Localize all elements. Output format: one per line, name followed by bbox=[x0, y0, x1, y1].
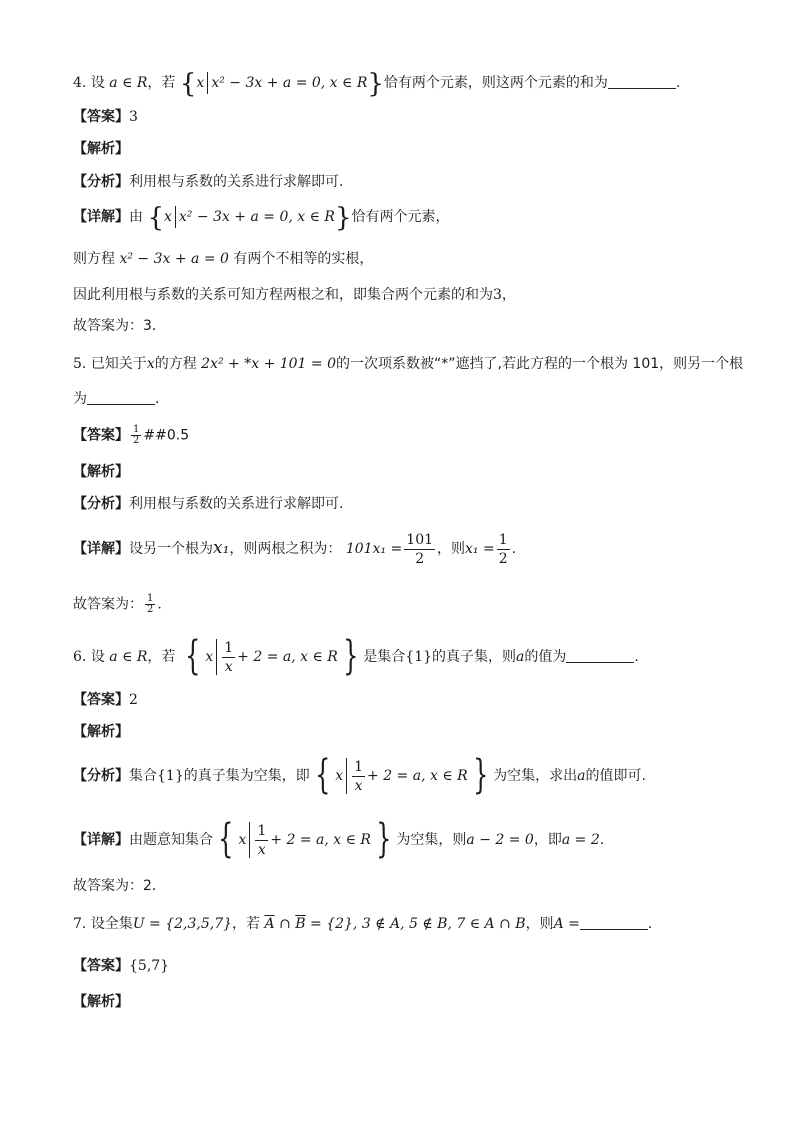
q6-answer: 【答案】2 bbox=[73, 692, 138, 708]
q7-answer: 【答案】{5,7} bbox=[73, 958, 170, 974]
fraction: $\frac{1}{x}$ bbox=[257, 822, 267, 858]
q6-stem: 6. 设 a ∈ R，若 { x $\frac{1}{x}$ + 2 = a, x ∈ R } 是集合{1}的真子集，则a的值为 . bbox=[73, 633, 639, 679]
q4-stem: 4. 设 a ∈ R，若 {x x² − 3x + a = 0, x ∈ R}恰有两个元素，则这两个元素的和为 . bbox=[73, 69, 681, 99]
q4-final: 故答案为：3． bbox=[73, 318, 166, 334]
q5-answer: 【答案】 $\frac{1}{2}$ ##0.5 bbox=[73, 424, 190, 446]
answer-blank bbox=[580, 915, 648, 930]
q6-number: 6. bbox=[73, 649, 91, 665]
q7-number: 7. bbox=[73, 916, 91, 932]
q6-xiangjie: 【详解】由题意知集合 { x $\frac{1}{x}$ + 2 = a, x ∈ R } 为空集，则a − 2 = 0，即a = 2. bbox=[73, 816, 605, 862]
q4-jiexi: 【解析】 bbox=[73, 141, 129, 157]
q4-line1: 则方程 x² − 3x + a = 0 有两个不相等的实根， bbox=[73, 251, 374, 267]
answer-blank bbox=[566, 648, 634, 663]
answer-blank bbox=[608, 74, 676, 89]
answer-blank bbox=[87, 390, 155, 405]
q7-jiexi: 【解析】 bbox=[73, 994, 129, 1010]
fraction: $\frac{1}{2}$ bbox=[147, 593, 154, 615]
fraction: $\frac{101}{2}$ bbox=[406, 531, 434, 567]
q6-final: 故答案为：2． bbox=[73, 878, 166, 894]
q4-xiangjie: 【详解】由 {x x² − 3x + a = 0, x ∈ R}恰有两个元素， bbox=[73, 203, 450, 233]
fraction: $\frac{1}{2}$ bbox=[133, 424, 140, 446]
q5-jiexi: 【解析】 bbox=[73, 464, 129, 480]
fraction: $\frac{1}{2}$ bbox=[498, 531, 508, 567]
q4-line2: 因此利用根与系数的关系可知方程两根之和，即集合两个元素的和为3， bbox=[73, 287, 516, 303]
q5-number: 5. bbox=[73, 356, 91, 372]
q5-xiangjie: 【详解】设另一个根为x₁，则两根之积为： 101x₁ = $\frac{101}{2}$ ，则x₁ = $\frac{1}{2}$ . bbox=[73, 531, 517, 567]
q4-fenxi: 【分析】利用根与系数的关系进行求解即可. bbox=[73, 174, 344, 190]
q7-stem: 7. 设全集U = {2,3,5,7}，若 $\overline{A}$ ∩ $\overline{B} = \{2\}$, 3 ∉ A, 5 ∉ B, 7 ∈ A ∩ B，则A = . bbox=[73, 916, 653, 932]
q5-final: 故答案为： $\frac{1}{2}$ . bbox=[73, 593, 162, 615]
q5-fenxi: 【分析】利用根与系数的关系进行求解即可. bbox=[73, 496, 344, 512]
fraction: $\frac{1}{x}$ bbox=[224, 639, 234, 675]
fraction: $\frac{1}{x}$ bbox=[354, 758, 364, 794]
q5-stem-cont: 为 . bbox=[73, 391, 160, 407]
q6-fenxi: 【分析】集合{1}的真子集为空集，即 { x $\frac{1}{x}$ + 2 = a, x ∈ R } 为空集，求出a的值即可. bbox=[73, 752, 646, 798]
q5-stem: 5. 已知关于x的方程 2x² + *x + 101 = 0的一次项系数被“*”遮挡了,若此方程的一个根为 101，则另一个根 bbox=[73, 356, 744, 372]
q4-number: 4. bbox=[73, 75, 91, 91]
q6-jiexi: 【解析】 bbox=[73, 724, 129, 740]
q4-answer: 【答案】3 bbox=[73, 109, 138, 125]
